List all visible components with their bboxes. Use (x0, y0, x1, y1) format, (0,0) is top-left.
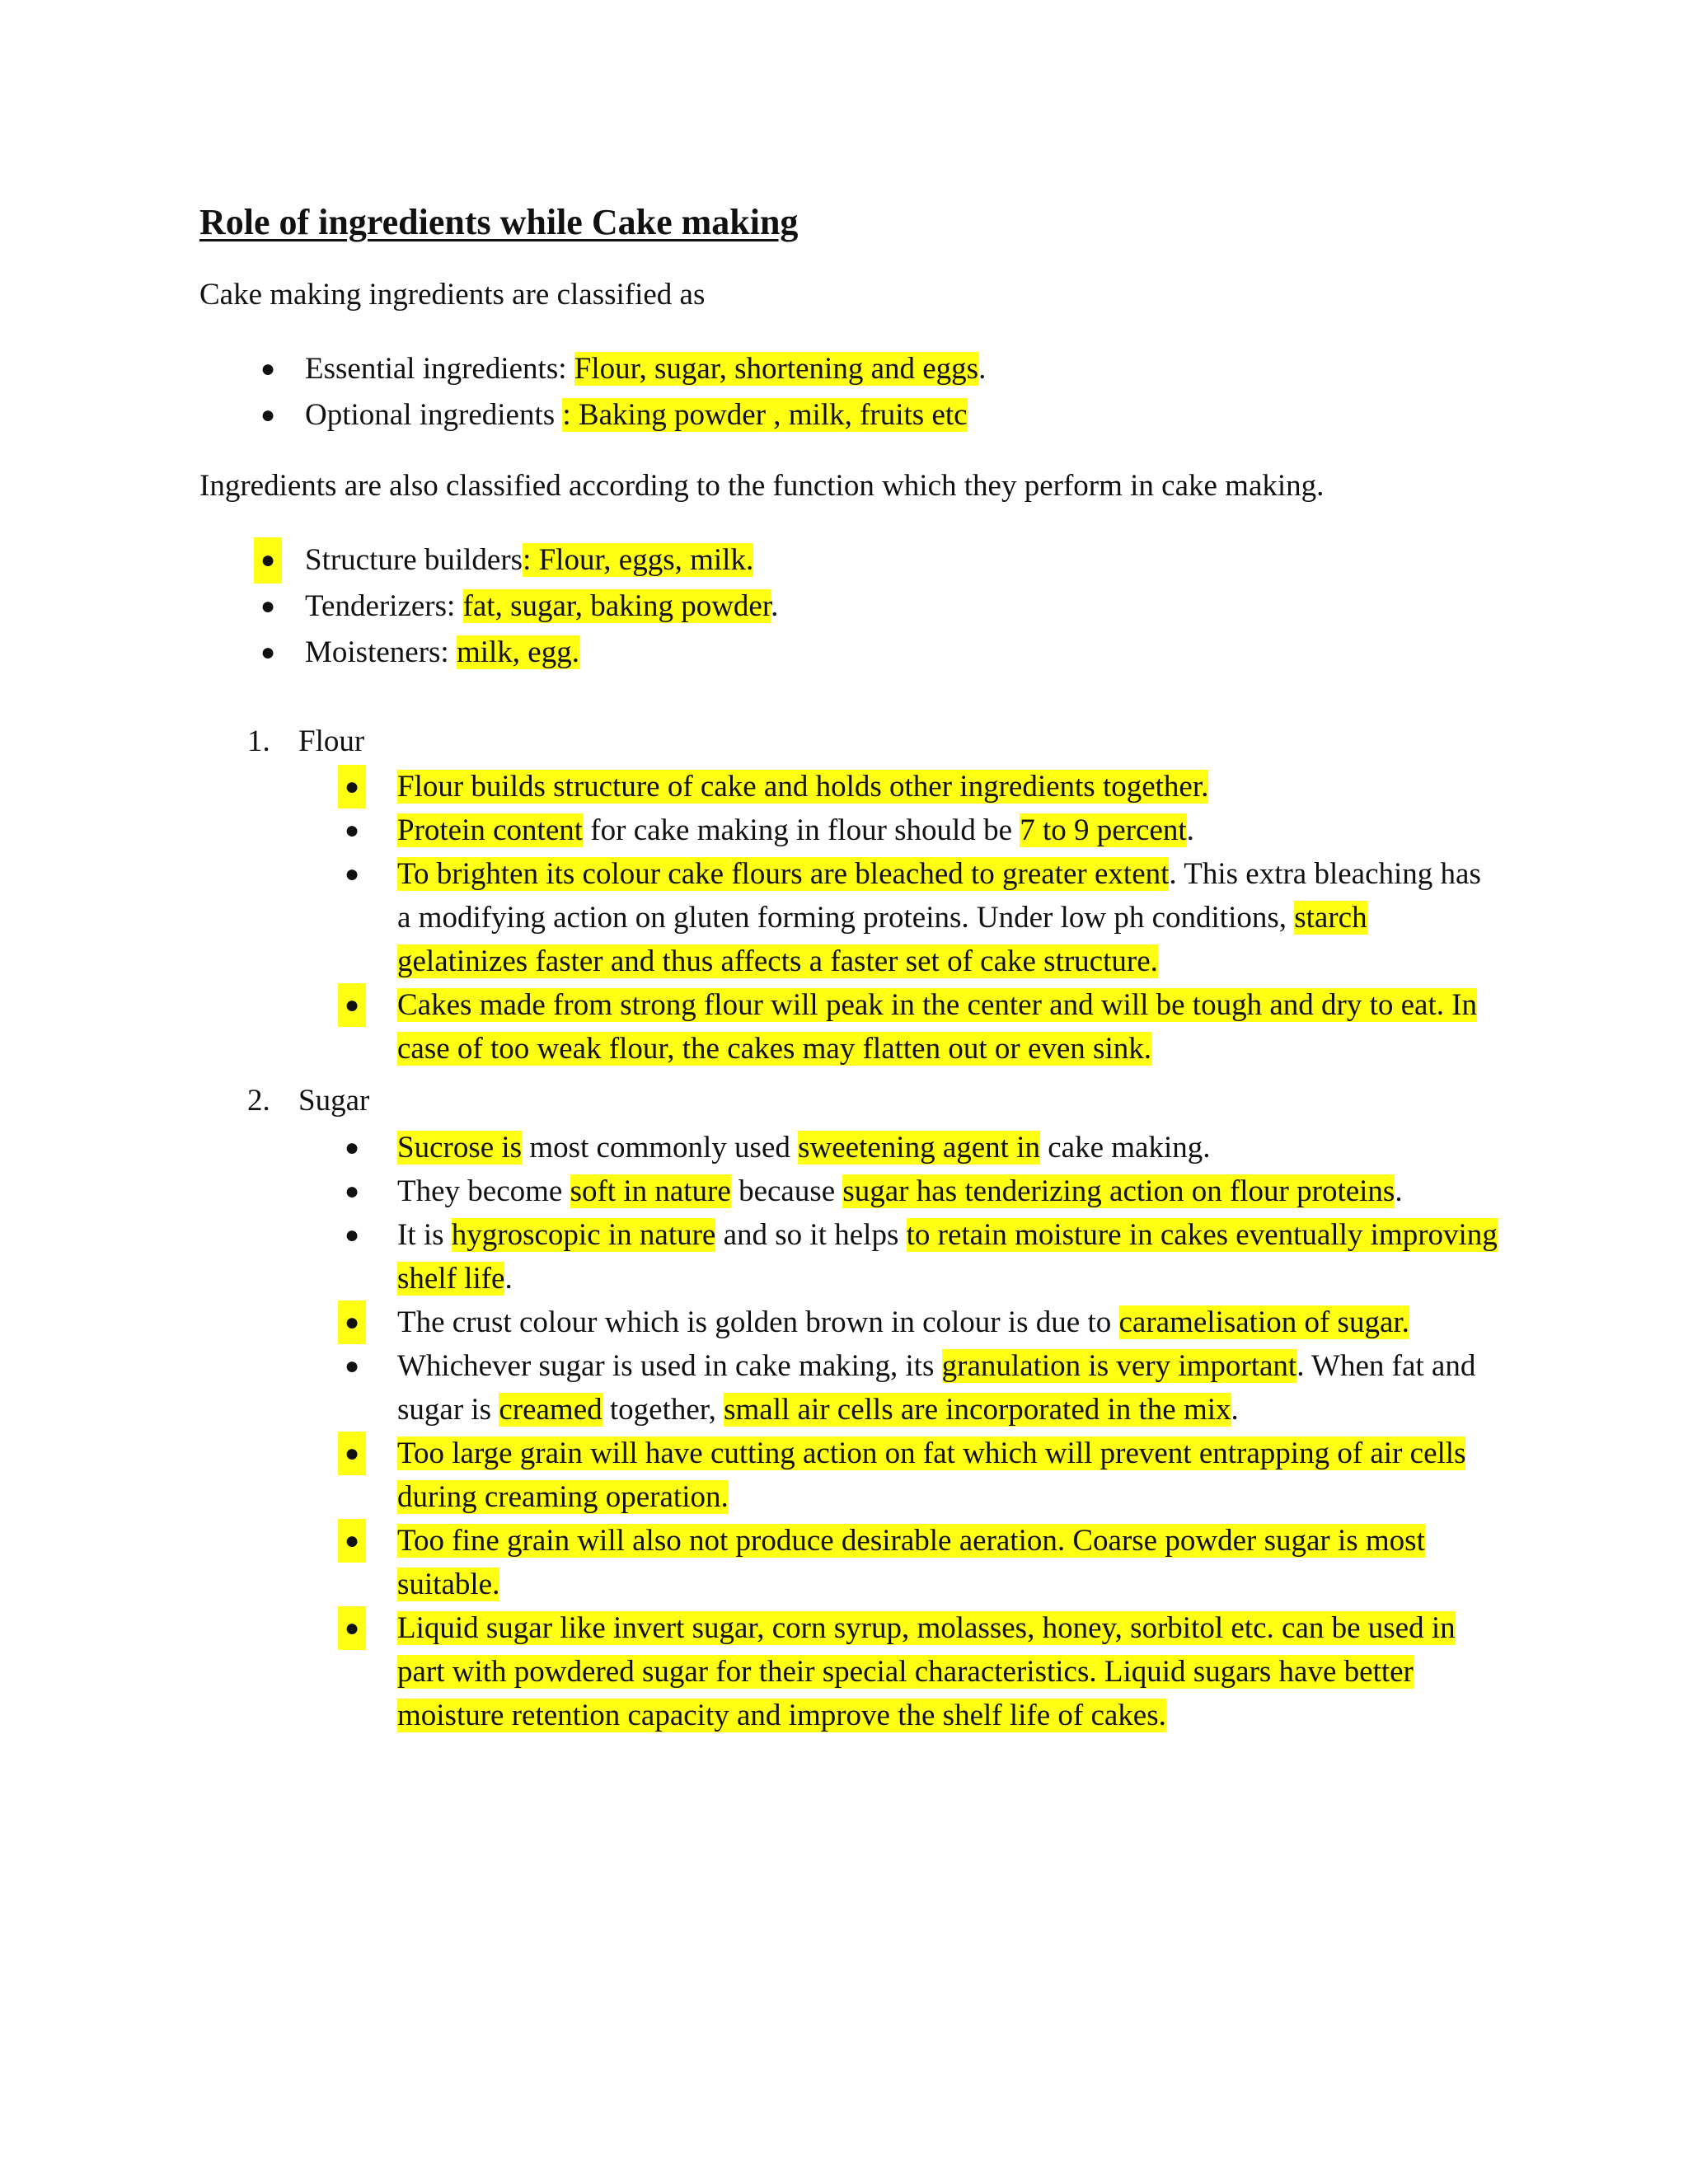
function-list (199, 537, 1518, 676)
list-item (346, 1126, 1500, 1169)
highlighted-text: Too large grain will have cutting action on fat which will prevent entrapping of air cells during creaming operation. (397, 1436, 1466, 1514)
highlighted-text: small air cells are incorporated in the mix (724, 1393, 1231, 1427)
item-label: Tenderizers: (305, 589, 463, 623)
list-item (346, 1301, 1500, 1344)
bullet-icon: ● (338, 983, 366, 1027)
plain-text: . (1395, 1174, 1403, 1208)
bullet-icon: ● (338, 1606, 366, 1650)
bullet-icon: ● (344, 817, 360, 844)
bullet-icon: ● (344, 1352, 360, 1380)
list-item (346, 1606, 1500, 1737)
list-item (199, 630, 1518, 676)
item-label: Essential ingredients: (305, 352, 574, 386)
plain-text: and so it helps (715, 1218, 907, 1252)
highlighted-text: milk, egg. (456, 635, 579, 669)
highlighted-text: Cakes made from strong flour will peak in the center and will be tough and dry to eat. In case of too weak flour, the cakes may flatten out or even sink. (397, 988, 1478, 1066)
list-item (346, 765, 1500, 808)
highlighted-text: granulation is very important (941, 1349, 1297, 1383)
plain-text: together, (602, 1393, 724, 1427)
plain-text: It is (397, 1218, 452, 1252)
list-item (346, 1213, 1500, 1301)
bullet-icon: ● (338, 1432, 366, 1475)
classification-list (199, 346, 1518, 438)
list-item (346, 852, 1500, 983)
list-item (346, 1169, 1500, 1213)
plain-text: for cake making in flour should be (583, 813, 1020, 847)
highlighted-text: fat, sugar, baking powder (462, 589, 771, 623)
plain-text: . (1186, 813, 1194, 847)
plain-text: The crust colour which is golden brown in colour is due to (397, 1305, 1119, 1339)
highlighted-text: 7 to 9 percent (1020, 813, 1187, 847)
list-item (346, 983, 1500, 1071)
section-heading-sugar (247, 1080, 369, 1122)
section-title: Sugar (298, 1084, 370, 1118)
highlighted-text: Sucrose is (397, 1131, 523, 1165)
plain-text: . This extra bleaching has a modifying action on gluten forming proteins. Under low ph conditions, (397, 857, 1481, 935)
plain-text: They become (397, 1174, 570, 1208)
highlighted-text: Too fine grain will also not produce desirable aeration. Coarse powder sugar is most suitable. (397, 1524, 1425, 1601)
bullet-icon: ● (260, 401, 276, 429)
bullet-icon: ● (260, 593, 276, 620)
highlighted-text: : Baking powder , milk, fruits etc (562, 398, 968, 432)
list-item (346, 1344, 1500, 1432)
section-heading-flour (247, 720, 364, 763)
plain-text: . (504, 1262, 513, 1296)
highlighted-text: sweetening agent in (798, 1131, 1040, 1165)
section-title: Flour (298, 724, 365, 758)
section-number: 2. (247, 1084, 270, 1118)
plain-text: . When fat and sugar is (397, 1349, 1476, 1427)
list-item (199, 392, 1518, 438)
bullet-icon: ● (344, 1134, 360, 1161)
bullet-icon: ● (338, 765, 366, 808)
highlighted-text: Flour, sugar, shortening and eggs (574, 352, 979, 386)
item-suffix: . (978, 352, 987, 386)
list-item (199, 346, 1518, 392)
plain-text: . (1231, 1393, 1239, 1427)
highlighted-text: sugar has tenderizing action on flour proteins (842, 1174, 1395, 1208)
function-paragraph: Ingredients are also classified according to the function which they perform in cake making. (199, 469, 1325, 503)
highlighted-text: Flour builds structure of cake and holds other ingredients together. (397, 770, 1209, 804)
highlighted-text: Protein content (397, 813, 584, 847)
highlighted-text: to retain moisture in cakes eventually improving shelf life (397, 1218, 1498, 1296)
plain-text: most commonly used (522, 1131, 799, 1165)
sugar-points (346, 1126, 1500, 1737)
bullet-icon: ● (344, 1221, 360, 1249)
highlighted-text: : Flour, eggs, milk. (523, 543, 754, 577)
flour-points (346, 765, 1500, 1071)
highlighted-text: To brighten its colour cake flours are bleached to greater extent (397, 857, 1170, 891)
intro-paragraph: Cake making ingredients are classified as (199, 278, 706, 312)
item-label: Structure builders (305, 543, 523, 577)
highlighted-text: hygroscopic in nature (451, 1218, 716, 1252)
item-label: Moisteners: (305, 635, 457, 669)
bullet-icon: ● (260, 639, 276, 666)
plain-text: cake making. (1039, 1131, 1211, 1165)
bullet-icon: ● (254, 537, 282, 583)
list-item (346, 808, 1500, 852)
highlighted-text: caramelisation of sugar. (1118, 1305, 1409, 1339)
bullet-icon: ● (260, 355, 276, 382)
list-item (346, 1432, 1500, 1519)
bullet-icon: ● (344, 1178, 360, 1205)
item-label: Optional ingredients (305, 398, 563, 432)
highlighted-text: Liquid sugar like invert sugar, corn syrup, molasses, honey, sorbitol etc. can be used in part with powdered sugar for their special characteristics. Liquid sugars have better moisture retention capacity and improve the shelf life of cakes. (397, 1611, 1456, 1732)
page-title: Role of ingredients while Cake making (199, 202, 799, 242)
bullet-icon: ● (344, 860, 360, 888)
list-item (346, 1519, 1500, 1606)
highlighted-text: starch gelatinizes faster and thus affects a faster set of cake structure. (397, 901, 1367, 978)
plain-text: Whichever sugar is used in cake making, its (397, 1349, 942, 1383)
bullet-icon: ● (338, 1519, 366, 1563)
highlighted-text: creamed (499, 1393, 603, 1427)
list-item (199, 537, 1518, 583)
bullet-icon: ● (338, 1301, 366, 1344)
highlighted-text: soft in nature (570, 1174, 731, 1208)
plain-text: because (730, 1174, 843, 1208)
list-item (199, 583, 1518, 630)
section-number: 1. (247, 724, 270, 758)
item-suffix: . (771, 589, 779, 623)
